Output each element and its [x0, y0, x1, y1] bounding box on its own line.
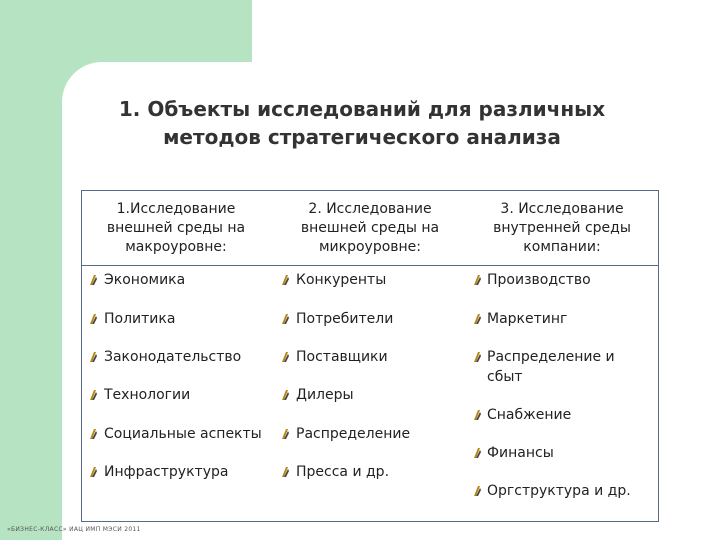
list-item: Поставщики: [296, 349, 388, 365]
list-item: Снабжение: [487, 407, 572, 423]
bullet-icon: [88, 351, 98, 363]
header-line: внешней среды на: [106, 220, 246, 236]
bullet-icon: [88, 428, 98, 440]
header-line: 3. Исследование: [500, 201, 624, 217]
list-item: Социальные аспекты: [104, 426, 262, 442]
bullet-icon: [88, 389, 98, 401]
column-header-2: [282, 200, 458, 257]
list-item-line: сбыт: [487, 369, 523, 385]
header-line: 2. Исследование: [308, 201, 432, 217]
bullet-icon: [472, 485, 482, 497]
list-item: Экономика: [104, 272, 186, 288]
bullet-icon: [280, 351, 290, 363]
bullet-icon: [280, 313, 290, 325]
list-item: Распределение: [296, 426, 411, 442]
title-line-1: 1. Объекты исследований для различных: [118, 97, 606, 121]
list-item: Оргструктура и др.: [487, 483, 631, 499]
bullet-icon: [280, 274, 290, 286]
bullet-icon: [472, 313, 482, 325]
bullet-icon: [472, 447, 482, 459]
bullet-icon: [88, 466, 98, 478]
bullet-icon: [280, 428, 290, 440]
header-line: внешней среды на: [300, 220, 440, 236]
list-item: [487, 347, 615, 387]
bullet-icon: [280, 466, 290, 478]
column-header-3: [474, 200, 650, 257]
bullet-icon: [280, 389, 290, 401]
header-divider: [81, 265, 659, 266]
list-item: Конкуренты: [296, 272, 387, 288]
header-line: компании:: [523, 239, 601, 255]
list-item: Технологии: [104, 387, 191, 403]
footer-credit: «БИЗНЕС-КЛАСС» ИАЦ ИМП МЭСИ 2011: [7, 526, 141, 533]
title-line-2: методов стратегического анализа: [163, 125, 561, 149]
list-item: Инфраструктура: [104, 464, 229, 480]
list-item: Политика: [104, 311, 176, 327]
list-item: Производство: [487, 272, 591, 288]
bullet-icon: [472, 274, 482, 286]
header-line: макроуровне:: [125, 239, 227, 255]
column-header-1: [88, 200, 264, 257]
list-item: Потребители: [296, 311, 394, 327]
bullet-icon: [472, 351, 482, 363]
list-item: Финансы: [487, 445, 554, 461]
list-item: Маркетинг: [487, 311, 568, 327]
bullet-icon: [88, 274, 98, 286]
list-item-line: Распределение и: [487, 349, 615, 365]
list-item: Пресса и др.: [296, 464, 390, 480]
decor-green-strip: [0, 0, 62, 540]
list-item: Дилеры: [296, 387, 354, 403]
bullet-icon: [88, 313, 98, 325]
header-line: микроуровне:: [318, 239, 422, 255]
slide-title: [62, 95, 662, 151]
list-item: Законодательство: [104, 349, 242, 365]
bullet-icon: [472, 409, 482, 421]
header-line: внутренней среды: [493, 220, 631, 236]
header-line: 1.Исследование: [116, 201, 236, 217]
